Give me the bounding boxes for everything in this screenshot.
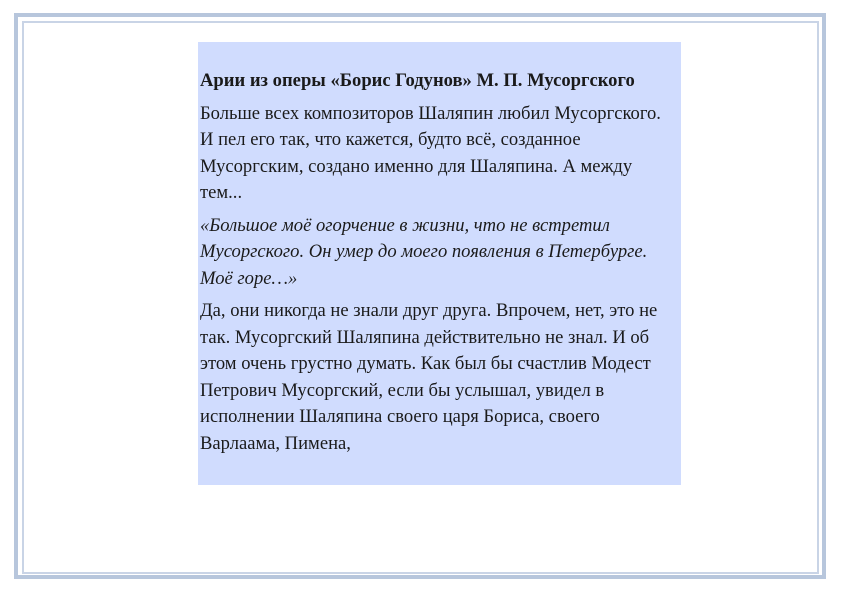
paragraph-continuation: Да, они никогда не знали друг друга. Впрочем, нет, это не так. Мусоргский Шаляпина действительно не знал. И об этом очень грустно думать. Как был бы счастлив Модест Петрович Мусоргский, если бы услышал, увидел в исполнении Шаляпина своего царя Бориса, своего Варлаама, Пимена, <box>200 300 658 454</box>
text-box <box>198 42 681 485</box>
document-title: Арии из оперы «Борис Годунов» М. П. Мусоргского <box>200 70 635 91</box>
chaliapin-quote: «Большое моё огорчение в жизни, что не встретил Мусоргского. Он умер до моего появления в Петербурге. Моё горе…» <box>200 214 648 289</box>
paragraph-intro: Больше всех композиторов Шаляпин любил Мусоргского. И пел его так, что кажется, будто всё, созданное Мусоргским, создано именно для Шаляпина. А между тем... <box>200 102 661 203</box>
